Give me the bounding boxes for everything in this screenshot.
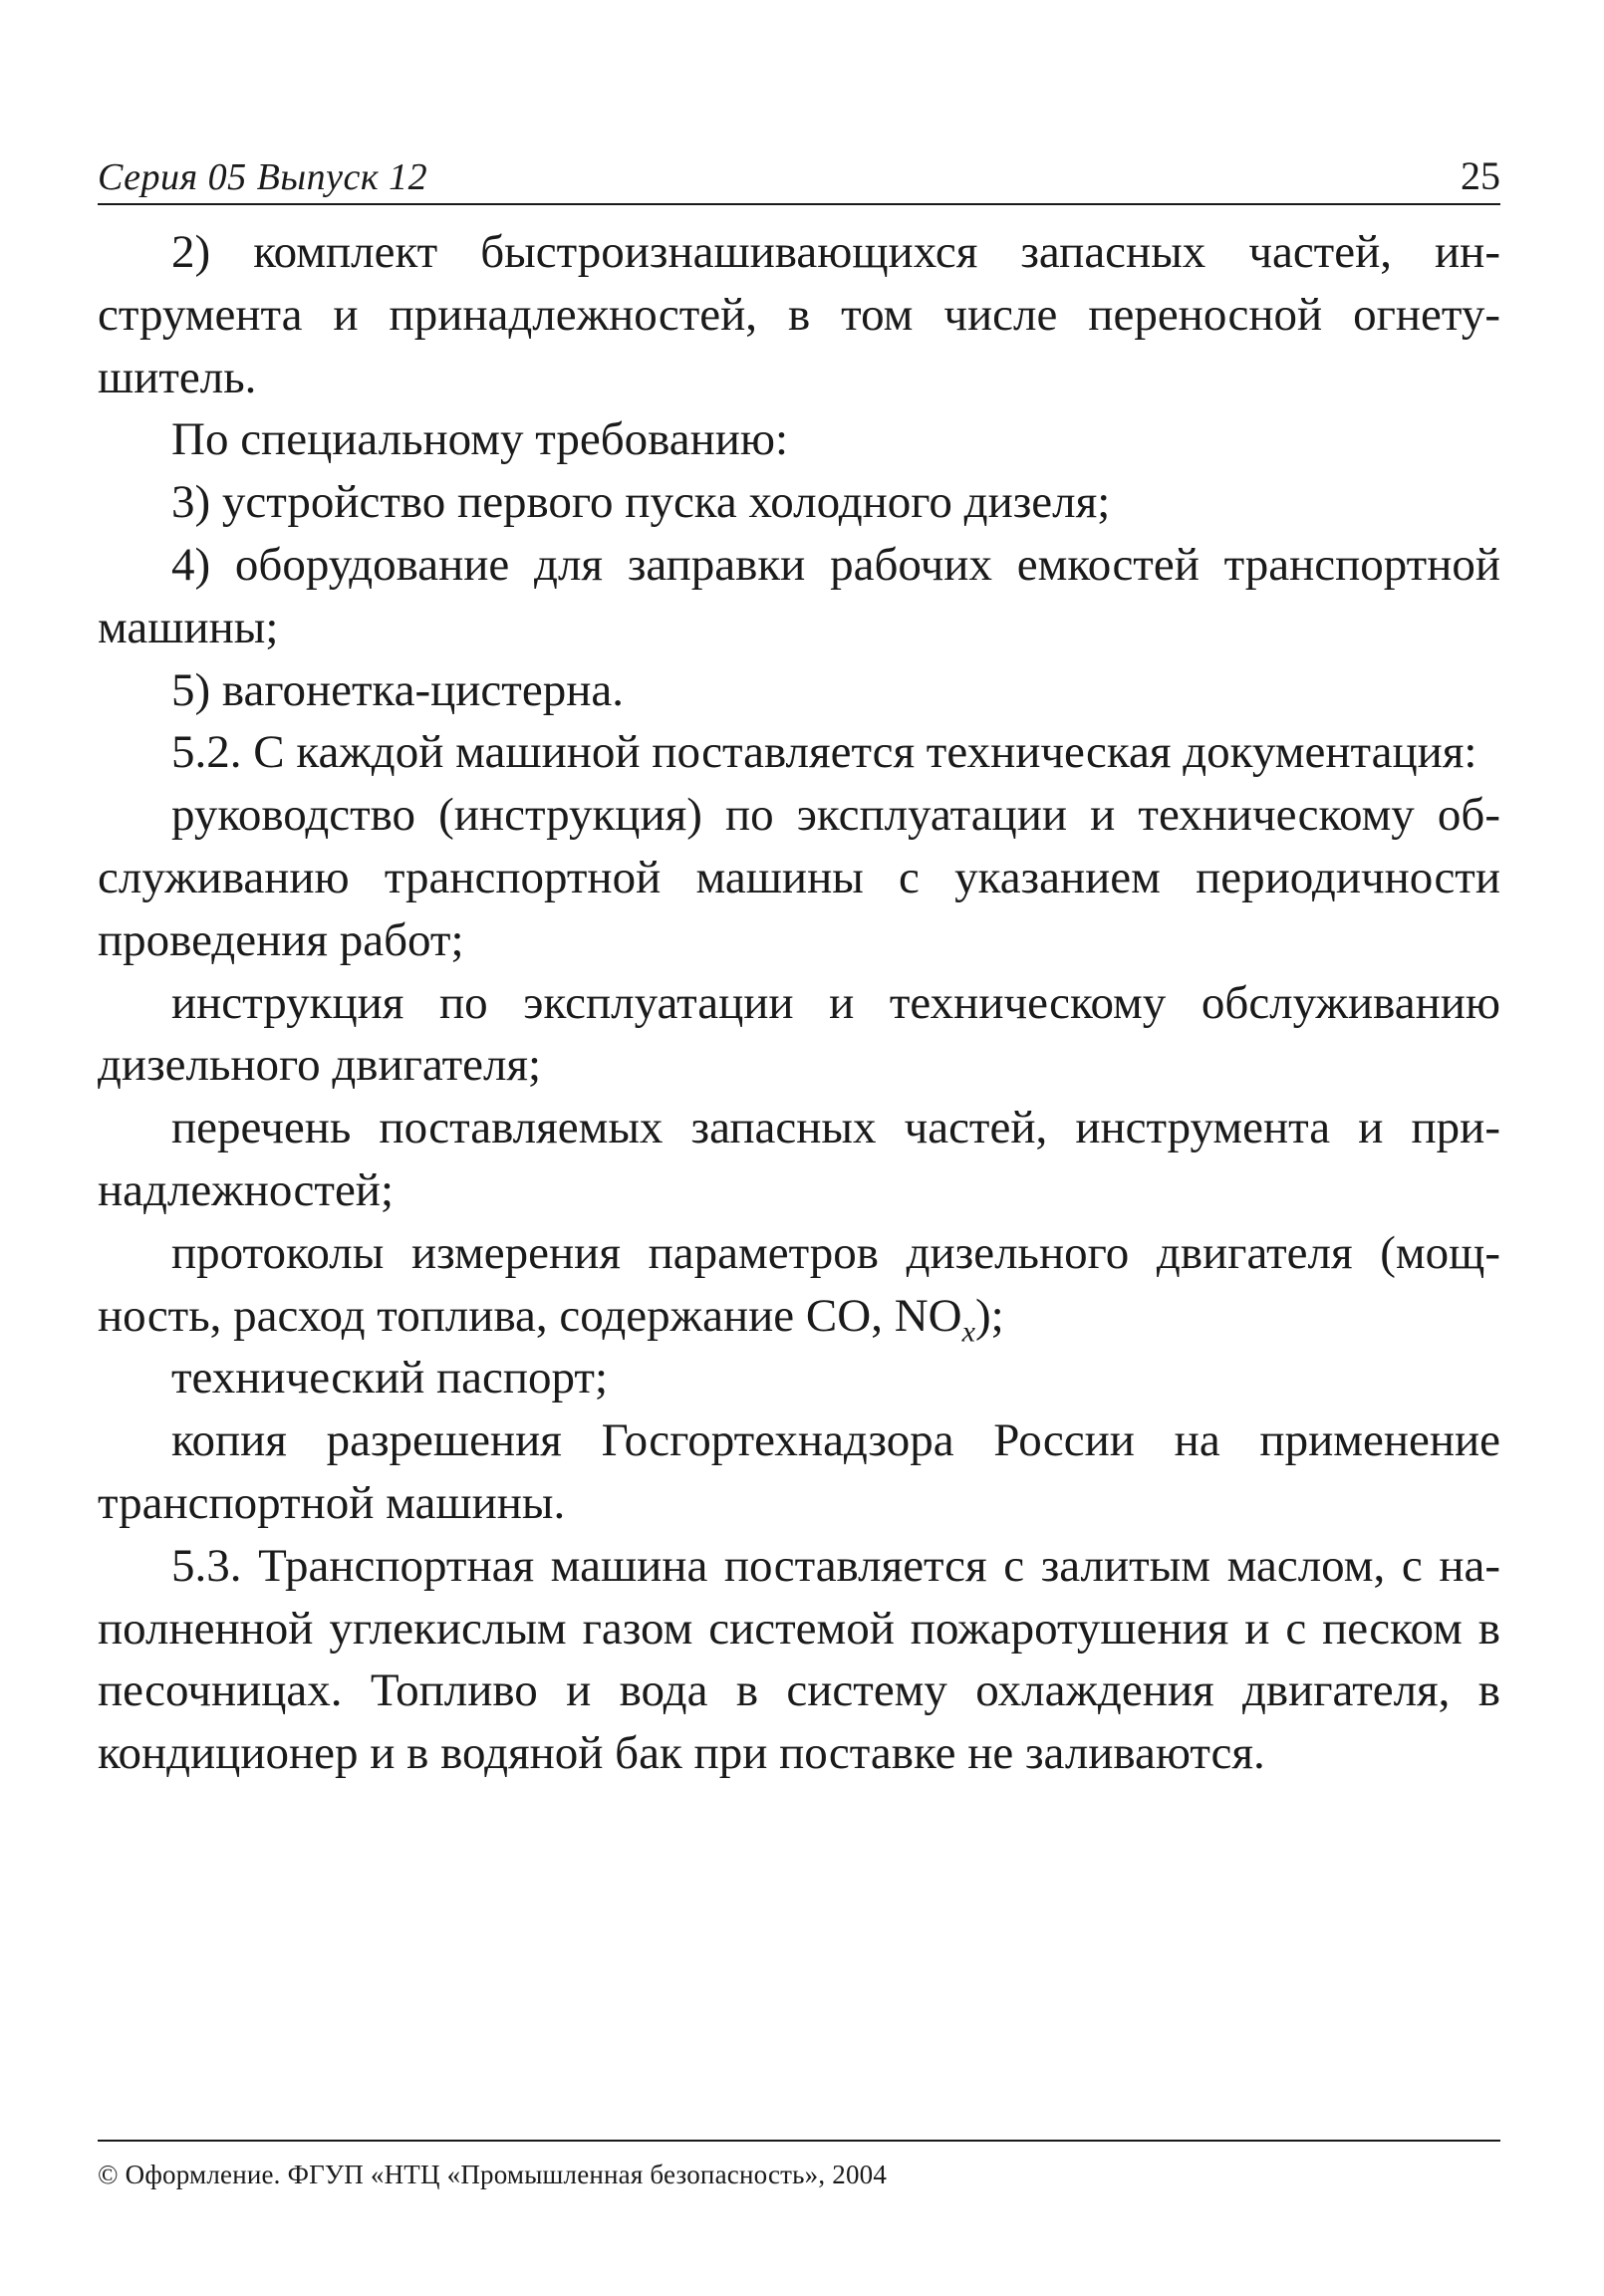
protocols-text: протоколы измерения параметров дизельного двигателя (мощность, расход топлива, содержание CO, NO — [98, 1226, 1500, 1342]
paragraph-item-3: 3) устройство первого пуска холодного дизеля; — [171, 476, 1111, 529]
series-issue-label: Серия 05 Выпуск 12 — [98, 156, 428, 198]
paragraph-section-5-2: 5.2. С каждой машиной поставляется техническая документация: — [171, 726, 1477, 779]
footer-copyright: © Оформление. ФГУП «НТЦ «Промышленная безопасность», 2004 — [98, 2160, 888, 2189]
paragraph-engine-instruction: инструкция по эксплуатации и техническому обслуживанию дизельного двигателя; — [98, 976, 1500, 1092]
protocols-tail: ); — [974, 1289, 1004, 1342]
paragraph-item-5: 5) вагонетка-цистерна. — [171, 663, 624, 716]
paragraph-permit-copy: копия разрешения Госгортехнадзора России на применение транспортной машины. — [98, 1414, 1500, 1529]
paragraph-protocols — [98, 1222, 1500, 1348]
paragraph-item-4: 4) оборудование для заправки рабочих емкостей транспортной машины; — [98, 538, 1500, 653]
document-body — [98, 221, 1500, 1785]
paragraph-parts-list: перечень поставляемых запасных частей, инструмента и принадлежностей; — [98, 1102, 1500, 1216]
paragraph-special-requirement: По специальному требованию: — [171, 413, 789, 466]
page-header — [98, 147, 1500, 205]
nox-subscript: x — [961, 1314, 975, 1348]
page-number: 25 — [1461, 153, 1500, 198]
paragraph-manual: руководство (инструкция) по эксплуатации и техническому обслуживанию транспортной машины с указанием периодичности проведения работ; — [98, 789, 1500, 966]
paragraph-passport: технический паспорт; — [171, 1352, 609, 1404]
footer-divider — [98, 2140, 1500, 2142]
paragraph-item-2: 2) комплект быстроизнашивающихся запасных частей, инструмента и принадлежностей, в том числе переносной огнетушитель. — [98, 226, 1500, 403]
paragraph-section-5-3: 5.3. Транспортная машина поставляется с залитым маслом, с наполненной углекислым газом системой пожаротушения и с песком в песочницах. Топливо и вода в систему охлаждения двигателя, в кондиционер и в водяной бак при поставке не заливаются. — [98, 1539, 1500, 1780]
